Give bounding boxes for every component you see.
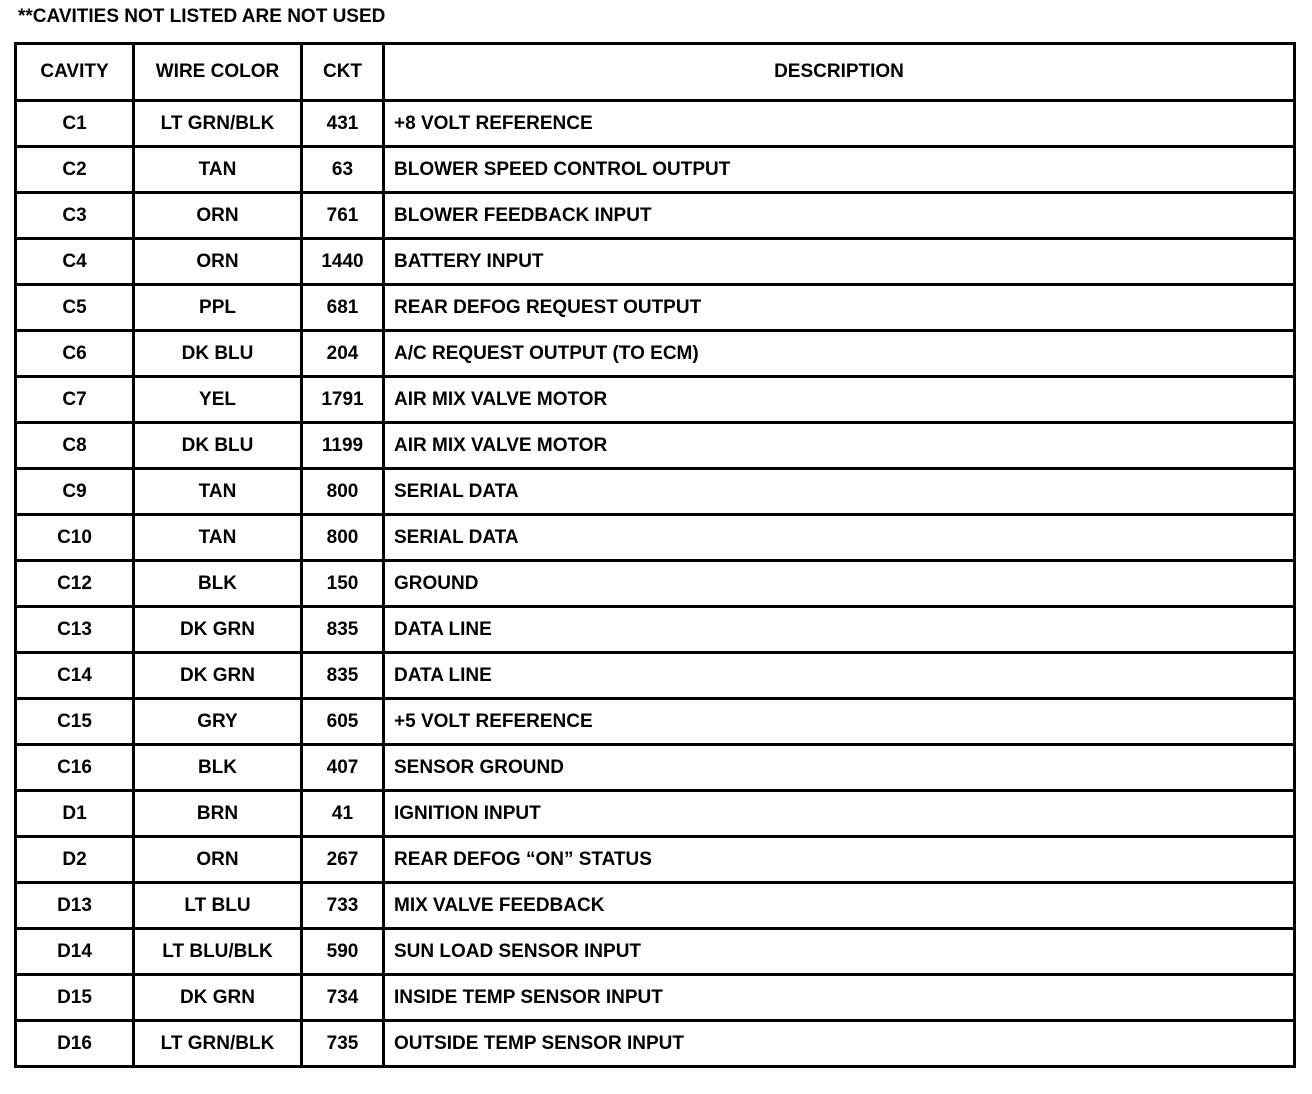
- wire-color-cell: PPL: [134, 285, 302, 331]
- description-cell: BATTERY INPUT: [384, 239, 1295, 285]
- description-cell: DATA LINE: [384, 607, 1295, 653]
- ckt-cell: 1199: [302, 423, 384, 469]
- description-cell: BLOWER FEEDBACK INPUT: [384, 193, 1295, 239]
- description-cell: SENSOR GROUND: [384, 745, 1295, 791]
- cavity-cell: C1: [16, 101, 134, 147]
- ckt-cell: 605: [302, 699, 384, 745]
- ckt-cell: 733: [302, 883, 384, 929]
- ckt-cell: 735: [302, 1021, 384, 1067]
- table-row: [16, 239, 1295, 285]
- wire-color-cell: DK GRN: [134, 653, 302, 699]
- ckt-cell: 204: [302, 331, 384, 377]
- description-cell: +8 VOLT REFERENCE: [384, 101, 1295, 147]
- cavity-cell: C5: [16, 285, 134, 331]
- wire-color-cell: GRY: [134, 699, 302, 745]
- table-row: [16, 1021, 1295, 1067]
- cavity-cell: C6: [16, 331, 134, 377]
- wire-color-cell: ORN: [134, 193, 302, 239]
- ckt-cell: 800: [302, 469, 384, 515]
- ckt-cell: 150: [302, 561, 384, 607]
- wire-color-cell: BRN: [134, 791, 302, 837]
- wire-color-cell: LT GRN/BLK: [134, 1021, 302, 1067]
- description-cell: REAR DEFOG “ON” STATUS: [384, 837, 1295, 883]
- header-description: DESCRIPTION: [384, 44, 1295, 101]
- cavities-note: **CAVITIES NOT LISTED ARE NOT USED: [18, 6, 386, 27]
- table-row: [16, 975, 1295, 1021]
- ckt-cell: 835: [302, 653, 384, 699]
- description-cell: IGNITION INPUT: [384, 791, 1295, 837]
- description-cell: A/C REQUEST OUTPUT (TO ECM): [384, 331, 1295, 377]
- ckt-cell: 800: [302, 515, 384, 561]
- description-cell: SERIAL DATA: [384, 515, 1295, 561]
- cavity-cell: C9: [16, 469, 134, 515]
- table-row: [16, 377, 1295, 423]
- cavity-cell: C13: [16, 607, 134, 653]
- wire-color-cell: TAN: [134, 515, 302, 561]
- cavity-cell: D16: [16, 1021, 134, 1067]
- description-cell: +5 VOLT REFERENCE: [384, 699, 1295, 745]
- ckt-cell: 267: [302, 837, 384, 883]
- wire-color-cell: DK BLU: [134, 423, 302, 469]
- cavity-cell: C8: [16, 423, 134, 469]
- cavity-cell: D15: [16, 975, 134, 1021]
- table-row: [16, 147, 1295, 193]
- ckt-cell: 835: [302, 607, 384, 653]
- wire-color-cell: YEL: [134, 377, 302, 423]
- description-cell: AIR MIX VALVE MOTOR: [384, 377, 1295, 423]
- cavity-cell: C16: [16, 745, 134, 791]
- cavity-cell: D13: [16, 883, 134, 929]
- table-row: [16, 423, 1295, 469]
- description-cell: INSIDE TEMP SENSOR INPUT: [384, 975, 1295, 1021]
- cavity-cell: C4: [16, 239, 134, 285]
- table-row: [16, 699, 1295, 745]
- table-row: [16, 791, 1295, 837]
- table-body: [16, 101, 1295, 1067]
- wire-color-cell: LT BLU: [134, 883, 302, 929]
- cavity-cell: D1: [16, 791, 134, 837]
- table-row: [16, 331, 1295, 377]
- ckt-cell: 63: [302, 147, 384, 193]
- ckt-cell: 734: [302, 975, 384, 1021]
- wire-color-cell: TAN: [134, 147, 302, 193]
- description-cell: OUTSIDE TEMP SENSOR INPUT: [384, 1021, 1295, 1067]
- table-row: [16, 515, 1295, 561]
- description-cell: BLOWER SPEED CONTROL OUTPUT: [384, 147, 1295, 193]
- table-row: [16, 469, 1295, 515]
- ckt-cell: 1791: [302, 377, 384, 423]
- wire-color-cell: LT GRN/BLK: [134, 101, 302, 147]
- cavity-cell: C2: [16, 147, 134, 193]
- cavity-cell: D14: [16, 929, 134, 975]
- header-cavity: CAVITY: [16, 44, 134, 101]
- cavity-cell: C12: [16, 561, 134, 607]
- cavity-cell: C14: [16, 653, 134, 699]
- description-cell: SUN LOAD SENSOR INPUT: [384, 929, 1295, 975]
- header-wire-color: WIRE COLOR: [134, 44, 302, 101]
- connector-pinout-table: [14, 42, 1296, 1068]
- ckt-cell: 431: [302, 101, 384, 147]
- ckt-cell: 681: [302, 285, 384, 331]
- description-cell: MIX VALVE FEEDBACK: [384, 883, 1295, 929]
- wire-color-cell: DK GRN: [134, 975, 302, 1021]
- cavity-cell: D2: [16, 837, 134, 883]
- wire-color-cell: LT BLU/BLK: [134, 929, 302, 975]
- wire-color-cell: BLK: [134, 745, 302, 791]
- table-row: [16, 285, 1295, 331]
- wire-color-cell: TAN: [134, 469, 302, 515]
- table-row: [16, 745, 1295, 791]
- table-row: [16, 929, 1295, 975]
- header-ckt: CKT: [302, 44, 384, 101]
- ckt-cell: 41: [302, 791, 384, 837]
- header-row: [16, 44, 1295, 101]
- table-row: [16, 837, 1295, 883]
- cavity-cell: C10: [16, 515, 134, 561]
- cavity-cell: C7: [16, 377, 134, 423]
- wire-color-cell: ORN: [134, 837, 302, 883]
- table-row: [16, 653, 1295, 699]
- table-row: [16, 607, 1295, 653]
- cavity-cell: C3: [16, 193, 134, 239]
- wire-color-cell: ORN: [134, 239, 302, 285]
- table-row: [16, 193, 1295, 239]
- description-cell: REAR DEFOG REQUEST OUTPUT: [384, 285, 1295, 331]
- description-cell: DATA LINE: [384, 653, 1295, 699]
- wire-color-cell: DK BLU: [134, 331, 302, 377]
- cavity-cell: C15: [16, 699, 134, 745]
- ckt-cell: 590: [302, 929, 384, 975]
- wire-color-cell: BLK: [134, 561, 302, 607]
- description-cell: GROUND: [384, 561, 1295, 607]
- description-cell: AIR MIX VALVE MOTOR: [384, 423, 1295, 469]
- description-cell: SERIAL DATA: [384, 469, 1295, 515]
- table-row: [16, 561, 1295, 607]
- table-row: [16, 101, 1295, 147]
- ckt-cell: 407: [302, 745, 384, 791]
- table-row: [16, 883, 1295, 929]
- ckt-cell: 1440: [302, 239, 384, 285]
- wire-color-cell: DK GRN: [134, 607, 302, 653]
- ckt-cell: 761: [302, 193, 384, 239]
